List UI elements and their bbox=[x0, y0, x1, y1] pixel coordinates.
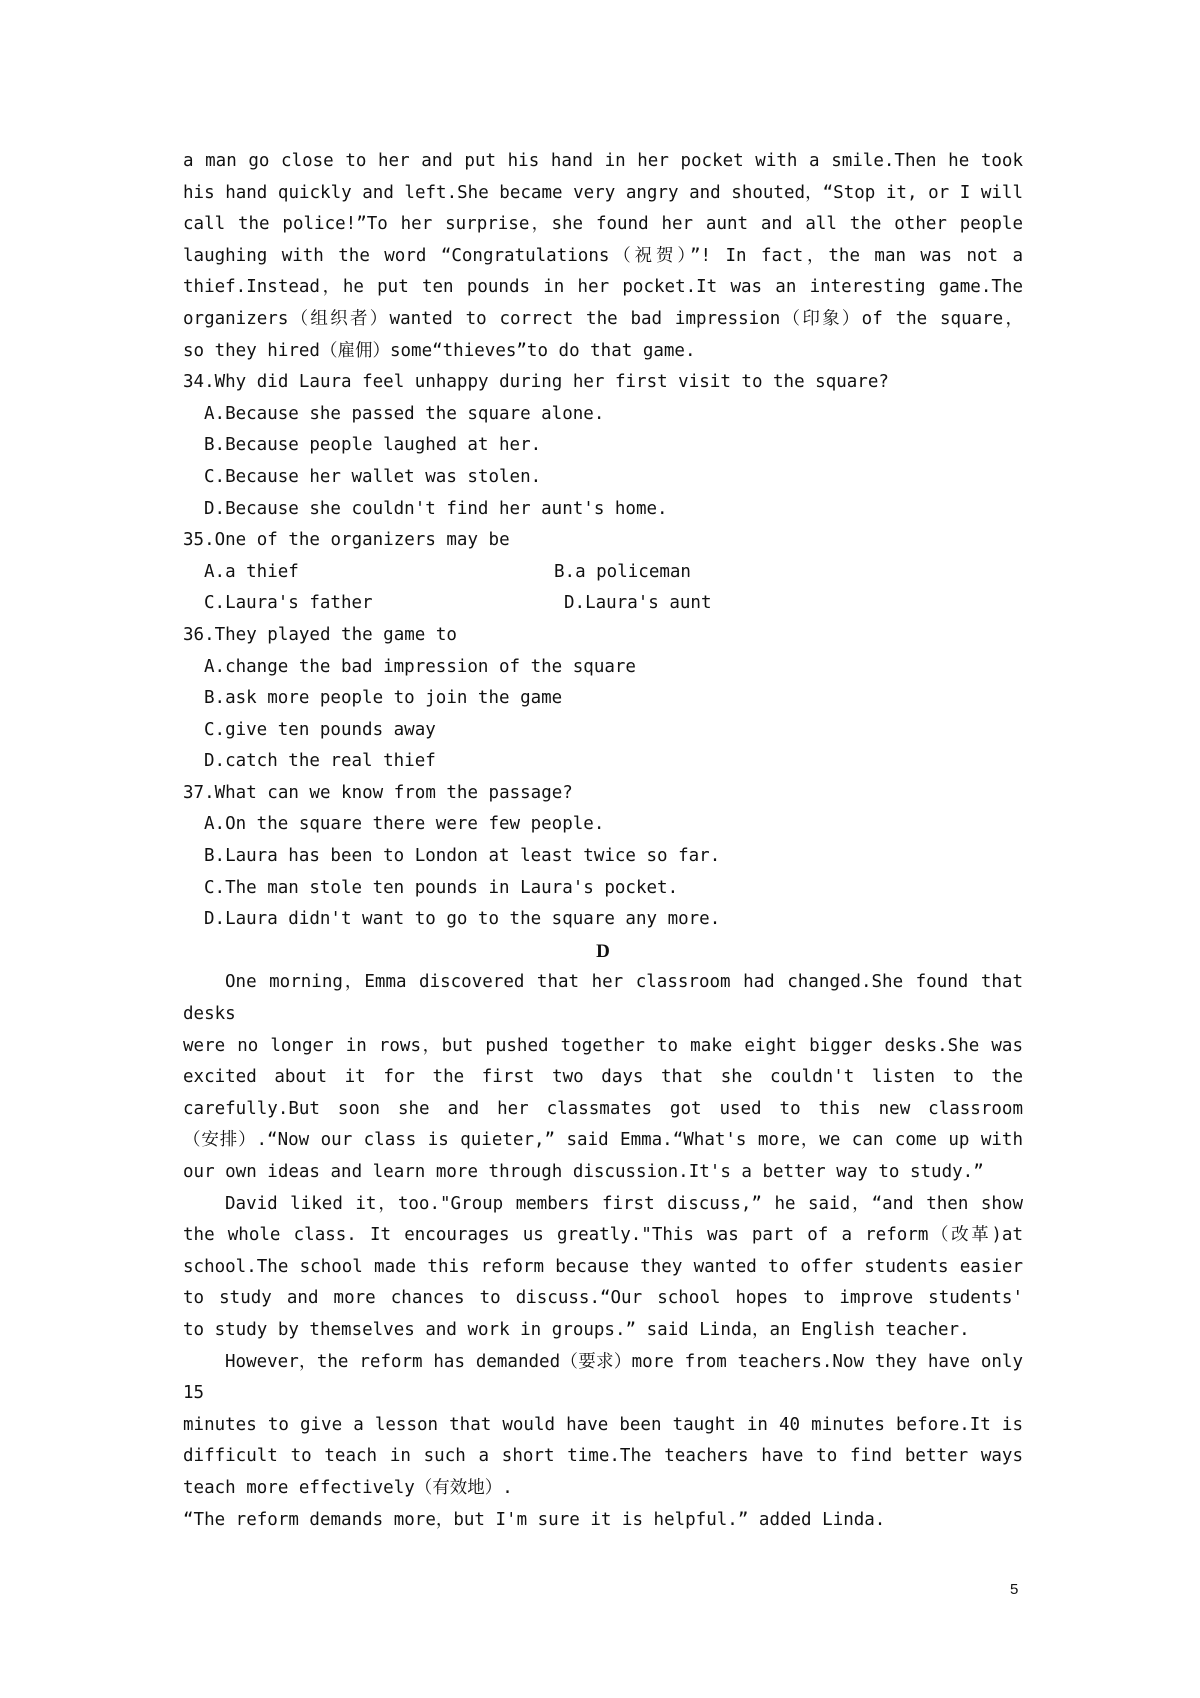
passage-line: call the police!”To her surprise，she found her aunt and all the other people bbox=[183, 214, 1023, 235]
option-a: A.a thief bbox=[204, 561, 299, 582]
passage-line: desks bbox=[183, 1004, 236, 1025]
passage-line: carefully.But soon she and her classmates got used to this new classroom bbox=[183, 1098, 1023, 1119]
passage-line: thief.Instead，he put ten pounds in her pocket.It was an interesting game.The bbox=[183, 277, 1023, 298]
question-stem: 37.What can we know from the passage? bbox=[183, 782, 573, 803]
option-a: A.change the bad impression of the square bbox=[204, 656, 636, 677]
passage-line: teach more effectively（有效地）. bbox=[183, 1477, 513, 1498]
passage-line: laughing with the word “Congratulations（祝贺）”! In fact，the man was not a bbox=[183, 245, 1023, 266]
option-c: C.Laura's father bbox=[204, 593, 373, 614]
option-a: A.On the square there were few people. bbox=[204, 814, 605, 835]
option-a: A.Because she passed the square alone. bbox=[204, 403, 605, 424]
passage-line: However，the reform has demanded（要求）more from teachers.Now they have only bbox=[225, 1351, 1023, 1372]
option-b: B.Laura has been to London at least twice so far. bbox=[204, 846, 721, 867]
passage-line: David liked it，too."Group members first discuss,” he said，“and then show bbox=[225, 1193, 1023, 1214]
passage-line: minutes to give a lesson that would have been taught in 40 minutes before.It is bbox=[183, 1414, 1023, 1435]
option-row bbox=[183, 557, 1023, 589]
passage-line: his hand quickly and left.She became very angry and shouted，“Stop it, or I will bbox=[183, 182, 1023, 203]
option-c: C.The man stole ten pounds in Laura's pocket. bbox=[204, 877, 679, 898]
passage-line: One morning，Emma discovered that her classroom had changed.She found that bbox=[225, 972, 1023, 993]
passage-line: our own ideas and learn more through discussion.It's a better way to study.” bbox=[183, 1162, 984, 1182]
passage-c-text bbox=[183, 146, 1023, 367]
passage-line: to study and more chances to discuss.“Our school hopes to improve students' bbox=[183, 1288, 1023, 1309]
passage-line: 15 bbox=[183, 1383, 205, 1404]
passage-line: were no longer in rows，but pushed together to make eight bigger desks.She was bbox=[183, 1035, 1023, 1056]
question-37 bbox=[183, 778, 1023, 936]
option-b: B.Because people laughed at her. bbox=[204, 435, 542, 456]
option-d: D.Because she couldn't find her aunt's home. bbox=[204, 498, 668, 519]
option-c: C.Because her wallet was stolen. bbox=[204, 466, 542, 487]
option-d: D.Laura didn't want to go to the square any more. bbox=[204, 909, 721, 930]
question-34 bbox=[183, 367, 1023, 525]
passage-line: the whole class. It encourages us greatly."This was part of a reform（改革)at bbox=[183, 1225, 1023, 1246]
passage-line: so they hired（雇佣）some“thieves”to do that game. bbox=[183, 340, 696, 361]
question-stem: 34.Why did Laura feel unhappy during her first visit to the square? bbox=[183, 372, 889, 393]
option-d: D.Laura's aunt bbox=[564, 593, 712, 614]
passage-line: to study by themselves and work in groups.” said Linda，an English teacher. bbox=[183, 1319, 970, 1340]
question-35 bbox=[183, 525, 1023, 620]
question-stem: 35.One of the organizers may be bbox=[183, 530, 510, 551]
option-row bbox=[183, 588, 1023, 620]
page-number: 5 bbox=[1010, 1581, 1019, 1598]
passage-d-text bbox=[183, 967, 1023, 1536]
passage-line: organizers（组织者）wanted to correct the bad impression（印象）of the square， bbox=[183, 308, 1023, 329]
section-title: D bbox=[596, 940, 610, 962]
question-36 bbox=[183, 620, 1023, 778]
option-c: C.give ten pounds away bbox=[204, 719, 436, 740]
question-stem: 36.They played the game to bbox=[183, 624, 457, 645]
passage-line: school.The school made this reform because they wanted to offer students easier bbox=[183, 1256, 1023, 1277]
option-b: B.ask more people to join the game bbox=[204, 688, 563, 709]
passage-line: a man go close to her and put his hand in her pocket with a smile.Then he took bbox=[183, 151, 1023, 171]
passage-line: difficult to teach in such a short time.The teachers have to find better ways bbox=[183, 1446, 1023, 1467]
option-d: D.catch the real thief bbox=[204, 751, 436, 772]
passage-line: excited about it for the first two days that she couldn't listen to the bbox=[183, 1067, 1023, 1088]
page-content bbox=[183, 146, 1023, 1536]
option-b: B.a policeman bbox=[554, 561, 691, 582]
passage-line: “The reform demands more，but I'm sure it is helpful.” added Linda. bbox=[183, 1509, 886, 1530]
passage-line: （安排）.“Now our class is quieter,” said Emma.“What's more，we can come up with bbox=[183, 1130, 1023, 1151]
